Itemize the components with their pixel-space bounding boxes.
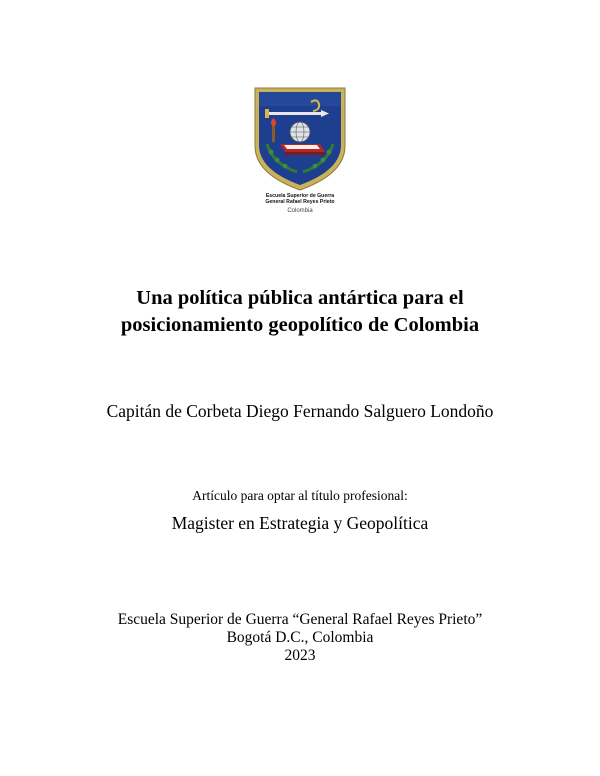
school-logo xyxy=(253,86,347,220)
author-name: Capitán de Corbeta Diego Fernando Salguero Londoño xyxy=(106,401,494,421)
institution-name: Escuela Superior de Guerra “General Rafael Reyes Prieto” xyxy=(117,611,483,628)
title-line-2: posicionamiento geopolítico de Colombia xyxy=(120,314,480,336)
title-line-1: Una política pública antártica para el xyxy=(136,287,464,309)
logo-caption-line1: Escuela Superior de Guerra xyxy=(265,193,335,199)
shield-icon xyxy=(253,86,347,192)
degree-title: Magister en Estrategia y Geopolítica xyxy=(171,513,429,533)
document-title xyxy=(60,285,540,339)
degree-purpose-text: Artículo para optar al título profesional: xyxy=(192,488,408,503)
institution-block xyxy=(40,611,560,665)
publication-year: 2023 xyxy=(284,647,316,664)
logo-caption-line2: General Rafael Reyes Prieto xyxy=(265,199,335,205)
institution-city: Bogotá D.C., Colombia xyxy=(226,629,374,646)
logo-caption-country: Colombia xyxy=(287,208,313,214)
